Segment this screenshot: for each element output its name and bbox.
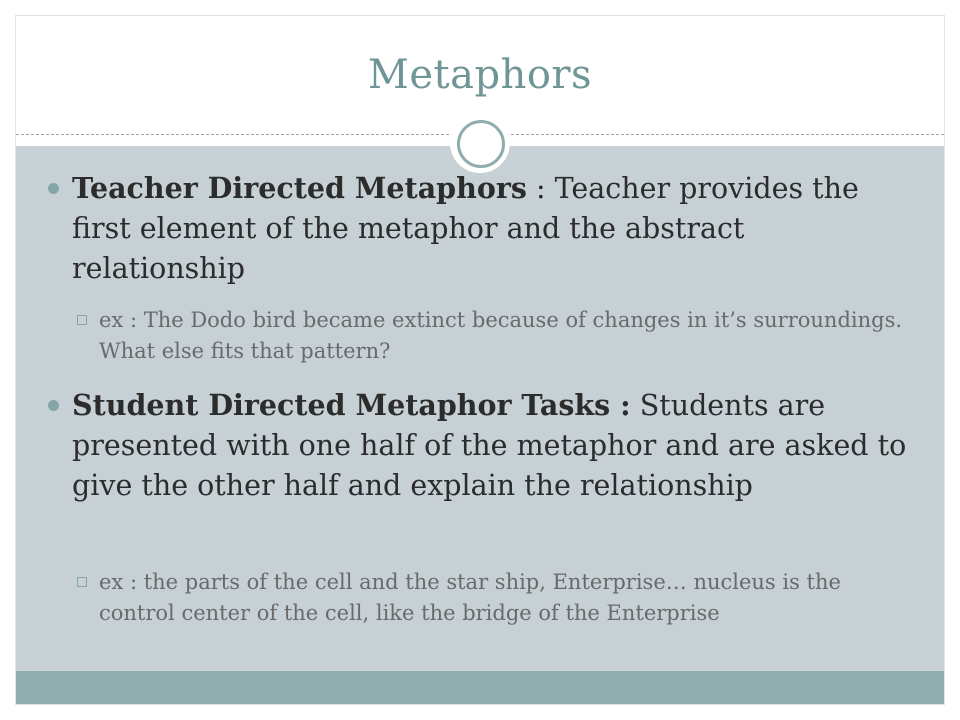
square-bullet-icon <box>77 315 87 325</box>
sub-bullet-enterprise-example <box>99 567 919 629</box>
slide-title: Metaphors <box>367 52 593 98</box>
bullet-dot-icon <box>48 400 59 411</box>
sub-bullet-text: ex : The Dodo bird became extinct because of changes in it’s surroundings. What else fits that pattern? <box>99 308 903 363</box>
bullet-text: Students are presented with one half of the metaphor and are asked to give the other half and explain the relationship <box>72 389 907 502</box>
sub-bullet-text: ex : the parts of the cell and the star ship, Enterprise… nucleus is the control center of the cell, like the bridge of the Enterprise <box>99 570 841 625</box>
bullet-dot-icon <box>48 183 59 194</box>
slide <box>16 16 944 704</box>
bullet-bold-label: Teacher Directed Metaphors <box>72 171 527 205</box>
bullet-item-student-directed <box>72 385 912 506</box>
bullet-bold-label: Student Directed Metaphor Tasks : <box>72 388 631 422</box>
bullet-text: : Teacher provides the first element of the metaphor and the abstract relationship <box>72 172 859 285</box>
bullet-item-teacher-directed <box>72 168 912 289</box>
sub-bullet-dodo-example <box>99 305 919 367</box>
bullet-list <box>16 16 944 704</box>
square-bullet-icon <box>77 577 87 587</box>
